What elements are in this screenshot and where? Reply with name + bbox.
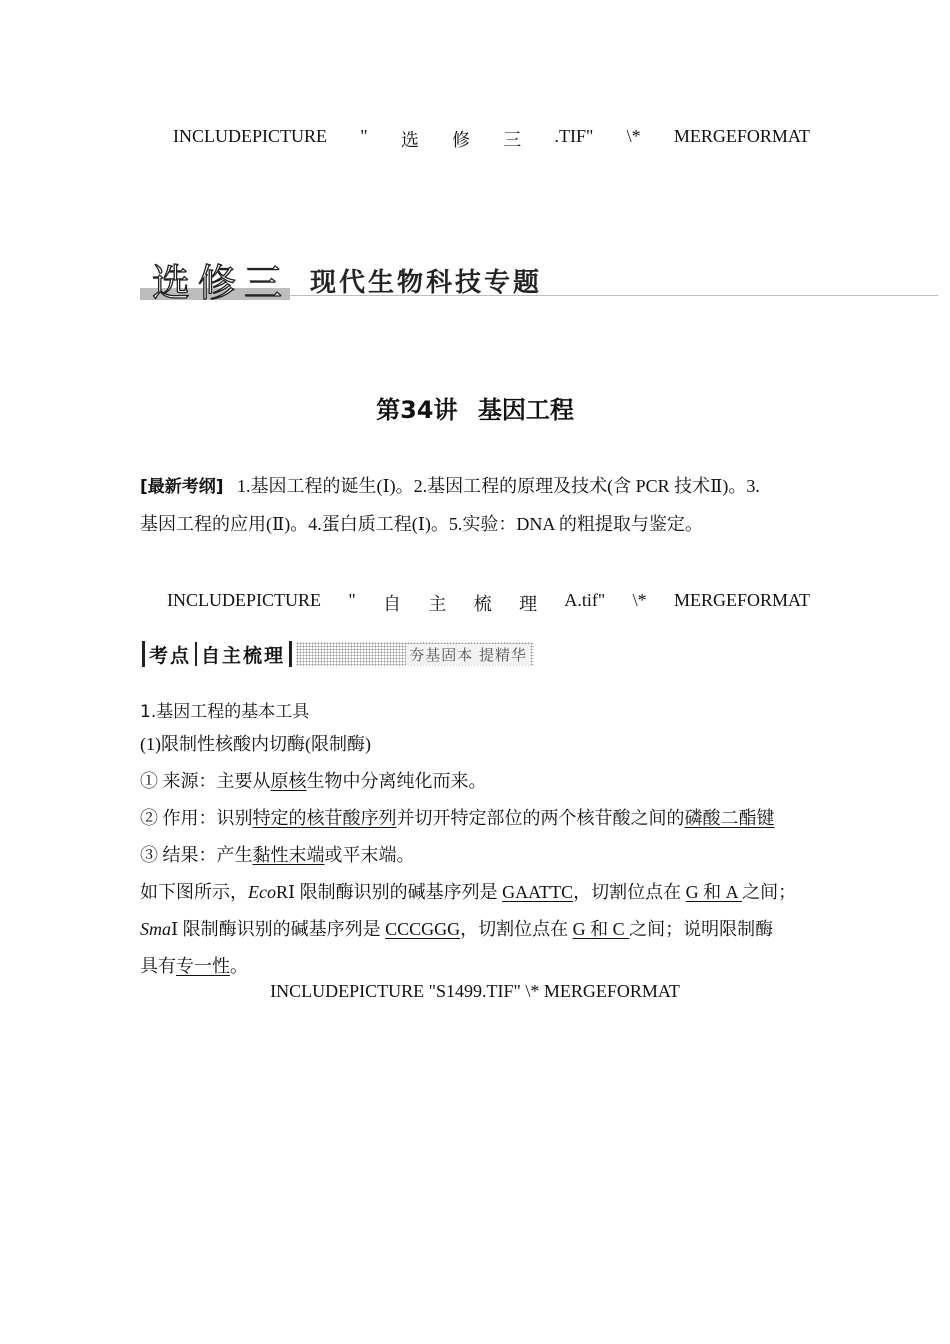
answer-underline: GAATTC <box>502 882 574 902</box>
kaodian-topic: 自主梳理 <box>201 644 286 667</box>
content-line <box>140 911 812 948</box>
include-picture-top <box>173 126 810 152</box>
include-token: A.tif" <box>564 590 606 610</box>
include-token: " <box>348 590 356 610</box>
content-line <box>140 837 812 874</box>
kaodian-label: 考点 <box>149 644 192 667</box>
text: ② 作用：识别 <box>140 808 253 828</box>
include-token: 修 <box>452 130 471 150</box>
text: 或平末端。 <box>324 845 415 865</box>
text: ，切割位点在 <box>573 882 686 902</box>
italic-term: Eco <box>248 882 276 902</box>
text: 如下图所示， <box>140 882 248 902</box>
include-token: .TIF" <box>554 126 594 146</box>
answer-underline: G 和 A <box>685 882 743 902</box>
include-picture-mid <box>167 590 810 616</box>
text: 并切开特定部位的两个核苷酸之间的 <box>396 808 685 828</box>
include-token: 理 <box>519 594 538 614</box>
text: 生物中分离纯化而来。 <box>306 771 487 791</box>
content-line <box>140 874 812 911</box>
kaodian-slogan-box <box>296 642 534 666</box>
text: 具有 <box>140 956 176 976</box>
text: RⅠ 限制酶识别的碱基序列是 <box>275 882 503 902</box>
include-token: 梳 <box>473 594 492 614</box>
answer-underline: 原核 <box>270 771 307 791</box>
syllabus <box>140 468 812 543</box>
text: Ⅰ 限制酶识别的碱基序列是 <box>171 919 386 939</box>
include-picture-bottom: INCLUDEPICTURE "S1499.TIF" \* MERGEFORMAT <box>270 981 680 1001</box>
kaodian-slogan: 夯基固本 提精华 <box>406 644 530 665</box>
section-banner <box>140 252 800 308</box>
include-token: \* <box>632 590 647 610</box>
text: 之间；说明限制酶 <box>629 919 774 939</box>
include-token: 三 <box>503 130 522 150</box>
answer-underline: CCCGGG <box>385 919 461 939</box>
include-token: INCLUDEPICTURE <box>167 590 321 610</box>
text: ③ 结果：产生 <box>140 845 253 865</box>
answer-underline: 特定的核苷酸序列 <box>252 808 397 828</box>
banner-subtitle: 现代生物科技专题 <box>310 268 543 298</box>
include-token: 自 <box>383 594 402 614</box>
kaodian-header <box>142 640 534 668</box>
syllabus-line-2: 基因工程的应用(Ⅱ)。4.蛋白质工程(Ⅰ)。5.实验：DNA 的粗提取与鉴定。 <box>140 514 703 534</box>
include-token: INCLUDEPICTURE <box>173 126 327 146</box>
italic-term: Sma <box>140 919 171 939</box>
lecture-name: 基因工程 <box>477 396 574 424</box>
answer-underline: G 和 C <box>572 919 630 939</box>
content-body <box>140 726 812 985</box>
answer-underline: 磷酸二酯键 <box>684 808 775 828</box>
section-heading: 1.基因工程的基本工具 <box>140 702 310 722</box>
include-token: " <box>360 126 368 146</box>
content-line: (1)限制性核酸内切酶(限制酶) <box>140 734 371 754</box>
banner-title: 选修三 <box>152 261 291 305</box>
include-token: 选 <box>400 130 419 150</box>
text: ① 来源：主要从 <box>140 771 271 791</box>
text: 。 <box>230 956 248 976</box>
include-token: 主 <box>428 594 447 614</box>
text: ，切割位点在 <box>460 919 573 939</box>
include-token: \* <box>626 126 641 146</box>
content-line <box>140 800 812 837</box>
include-token: MERGEFORMAT <box>673 126 810 146</box>
lecture-number: 第34讲 <box>376 396 458 424</box>
include-token: MERGEFORMAT <box>673 590 810 610</box>
answer-underline: 专一性 <box>176 956 230 976</box>
kaodian-edge <box>289 641 292 667</box>
text: 之间； <box>742 882 797 902</box>
syllabus-line-1: 1.基因工程的诞生(Ⅰ)。2.基因工程的原理及技术(含 PCR 技术Ⅱ)。3. <box>237 476 760 496</box>
content-line <box>140 763 812 800</box>
lecture-title <box>0 390 950 425</box>
syllabus-tag: [最新考纲] <box>140 477 224 497</box>
content-line <box>140 948 812 985</box>
answer-underline: 黏性末端 <box>252 845 325 865</box>
